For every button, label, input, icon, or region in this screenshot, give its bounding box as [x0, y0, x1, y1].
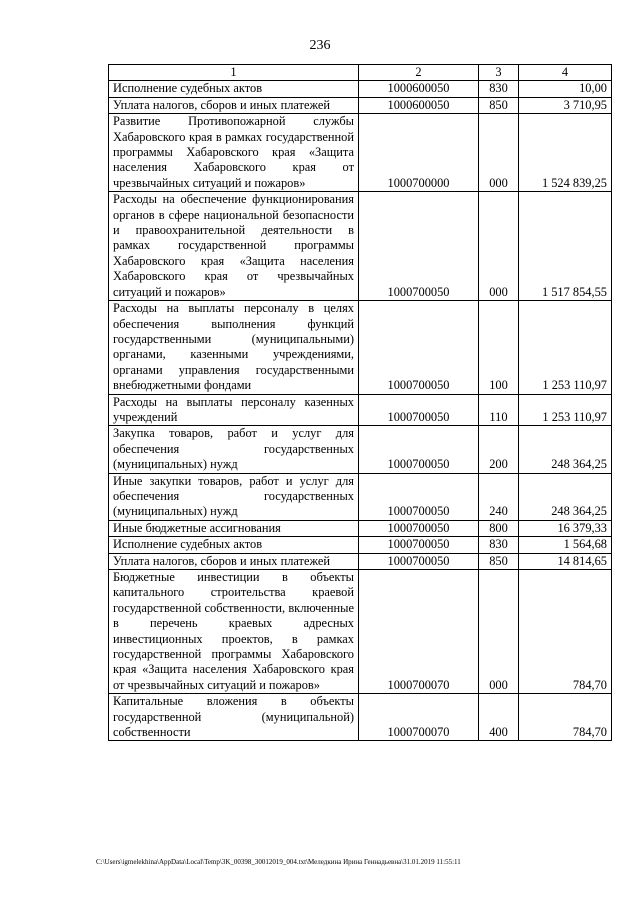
table-row [109, 97, 612, 113]
target-code-cell: 1000700050 [359, 473, 479, 520]
expense-name-cell: Иные бюджетные ассигнования [109, 520, 359, 536]
expense-name-cell: Расходы на выплаты персоналу казенных учреждений [109, 394, 359, 426]
expense-type-cell: 100 [479, 301, 519, 394]
expense-name-cell: Иные закупки товаров, работ и услуг для обеспечения государственных (муниципальных) нужд [109, 473, 359, 520]
table-row [109, 694, 612, 741]
column-header-1: 1 [109, 65, 359, 81]
table-header-row [109, 65, 612, 81]
table-row [109, 394, 612, 426]
target-code-cell: 1000700000 [359, 114, 479, 192]
expense-type-cell: 830 [479, 81, 519, 97]
table-row [109, 114, 612, 192]
amount-cell: 3 710,95 [519, 97, 612, 113]
amount-cell: 784,70 [519, 694, 612, 741]
expense-type-cell: 000 [479, 114, 519, 192]
column-header-4: 4 [519, 65, 612, 81]
amount-cell: 1 253 110,97 [519, 394, 612, 426]
target-code-cell: 1000600050 [359, 81, 479, 97]
expense-type-cell: 200 [479, 426, 519, 473]
expense-type-cell: 000 [479, 192, 519, 301]
expense-name-cell: Развитие Противопожарной службы Хабаровского края в рамках государственной программы Хабаровского края «Защита населения Хабаровского края от чрезвычайных ситуаций и пожаров» [109, 114, 359, 192]
expense-type-cell: 000 [479, 570, 519, 694]
amount-cell: 1 253 110,97 [519, 301, 612, 394]
column-header-3: 3 [479, 65, 519, 81]
amount-cell: 16 379,33 [519, 520, 612, 536]
expense-type-cell: 110 [479, 394, 519, 426]
expense-type-cell: 240 [479, 473, 519, 520]
expense-type-cell: 850 [479, 553, 519, 569]
amount-cell: 1 524 839,25 [519, 114, 612, 192]
target-code-cell: 1000700070 [359, 694, 479, 741]
target-code-cell: 1000700050 [359, 520, 479, 536]
expense-name-cell: Исполнение судебных актов [109, 81, 359, 97]
file-path-footer: C:\Users\igmelekhina\AppData\Local\Temp\3K_00398_30012019_004.txt\Меледкина Ирина Геннадьевна\31.01.2019 11:55:11 [96, 858, 461, 866]
amount-cell: 248 364,25 [519, 473, 612, 520]
amount-cell: 14 814,65 [519, 553, 612, 569]
table-row [109, 537, 612, 553]
amount-cell: 1 564,68 [519, 537, 612, 553]
page-number: 236 [309, 38, 331, 53]
amount-cell: 10,00 [519, 81, 612, 97]
table-row [109, 426, 612, 473]
amount-cell: 1 517 854,55 [519, 192, 612, 301]
target-code-cell: 1000700050 [359, 537, 479, 553]
table-row [109, 192, 612, 301]
table-row [109, 301, 612, 394]
expense-name-cell: Закупка товаров, работ и услуг для обеспечения государственных (муниципальных) нужд [109, 426, 359, 473]
target-code-cell: 1000700050 [359, 192, 479, 301]
table-row [109, 570, 612, 694]
target-code-cell: 1000600050 [359, 97, 479, 113]
table-row [109, 553, 612, 569]
target-code-cell: 1000700050 [359, 426, 479, 473]
amount-cell: 248 364,25 [519, 426, 612, 473]
expense-type-cell: 830 [479, 537, 519, 553]
table-row [109, 473, 612, 520]
expense-name-cell: Исполнение судебных актов [109, 537, 359, 553]
expense-name-cell: Уплата налогов, сборов и иных платежей [109, 97, 359, 113]
target-code-cell: 1000700050 [359, 301, 479, 394]
expense-name-cell: Расходы на выплаты персоналу в целях обеспечения выполнения функций государственными (муниципальными) органами, казенными учреждениями, органами управления государственными внебюджетными фондами [109, 301, 359, 394]
expense-name-cell: Уплата налогов, сборов и иных платежей [109, 553, 359, 569]
expense-type-cell: 800 [479, 520, 519, 536]
expense-name-cell: Расходы на обеспечение функционирования органов в сфере национальной безопасности и правоохранительной деятельности в рамках государственной программы Хабаровского края «Защита населения Хабаровского края от чрезвычайных ситуаций и пожаров» [109, 192, 359, 301]
expense-type-cell: 850 [479, 97, 519, 113]
amount-cell: 784,70 [519, 570, 612, 694]
expense-name-cell: Капитальные вложения в объекты государственной (муниципальной) собственности [109, 694, 359, 741]
expense-name-cell: Бюджетные инвестиции в объекты капитального строительства краевой государственной собственности, включенные в перечень краевых адресных инвестиционных проектов, в рамках государственной программы Хабаровского края «Защита населения Хабаровского края от чрезвычайных ситуаций и пожаров» [109, 570, 359, 694]
target-code-cell: 1000700070 [359, 570, 479, 694]
table-row [109, 520, 612, 536]
expense-type-cell: 400 [479, 694, 519, 741]
column-header-2: 2 [359, 65, 479, 81]
table-row [109, 81, 612, 97]
target-code-cell: 1000700050 [359, 553, 479, 569]
target-code-cell: 1000700050 [359, 394, 479, 426]
budget-table [108, 64, 612, 741]
